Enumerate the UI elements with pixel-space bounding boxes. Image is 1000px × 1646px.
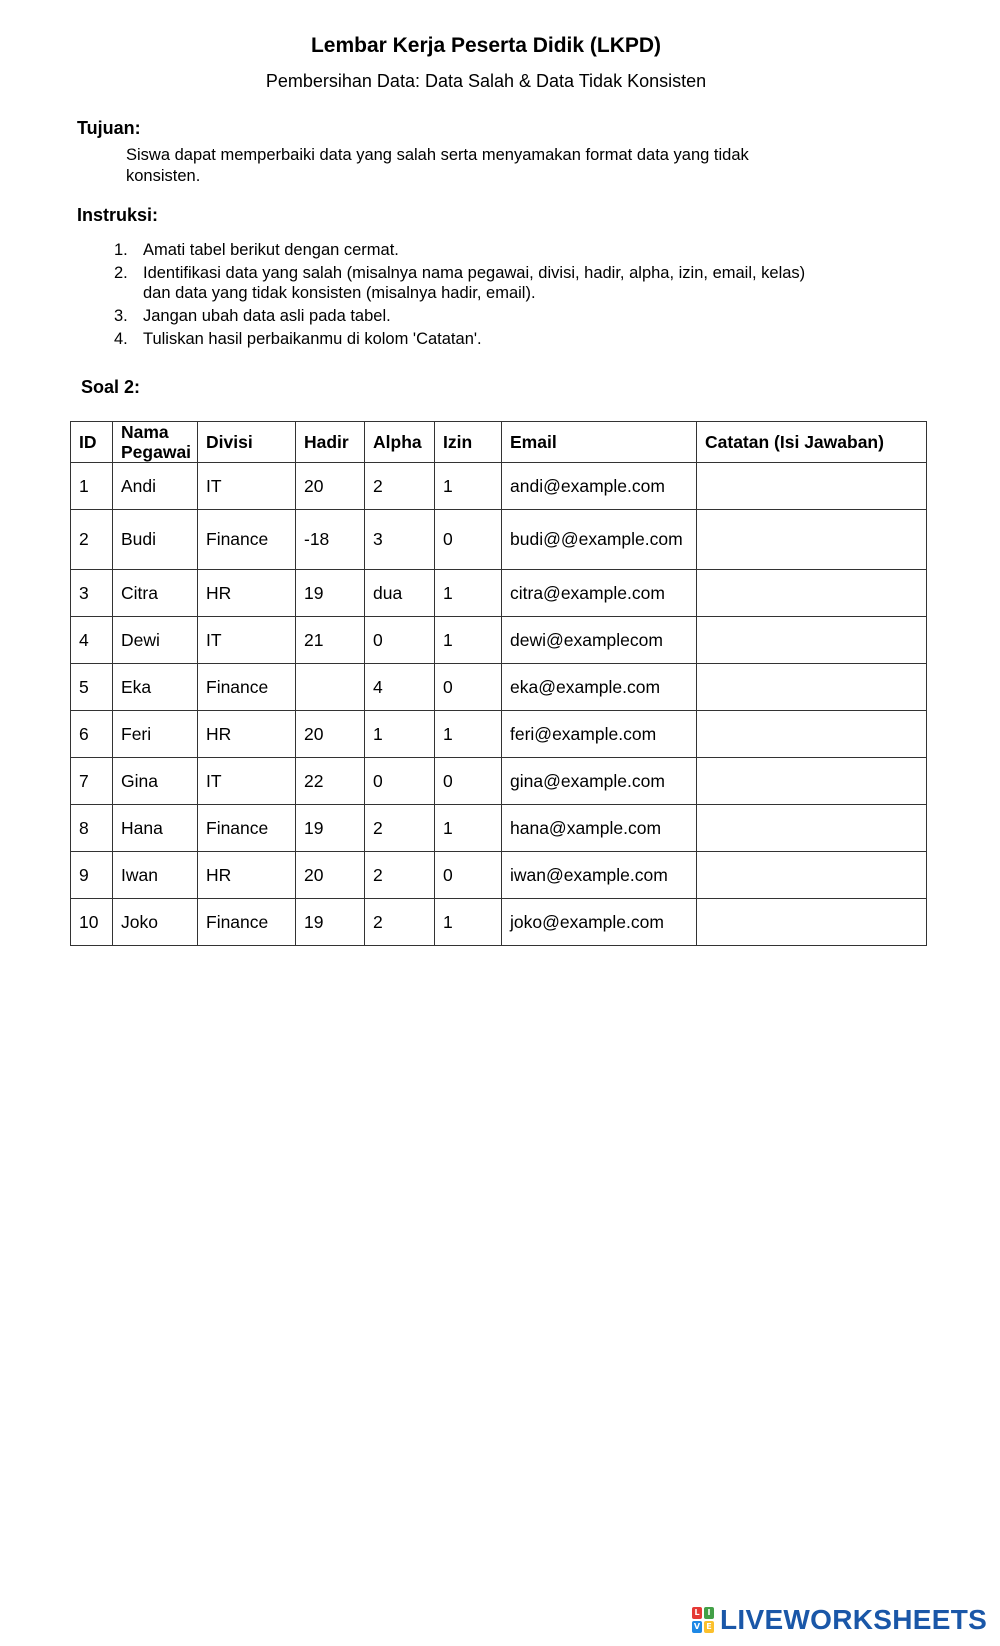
- logo-tile: L: [692, 1607, 702, 1619]
- cell-present: 21: [296, 617, 365, 664]
- cell-division: Finance: [198, 510, 296, 570]
- instruction-item: [110, 329, 830, 349]
- instruction-text: Amati tabel berikut dengan cermat.: [143, 241, 399, 259]
- cell-leave: 1: [435, 463, 502, 510]
- cell-present: 22: [296, 758, 365, 805]
- liveworksheets-logo-icon: [692, 1607, 714, 1633]
- cell-division: IT: [198, 758, 296, 805]
- page-title: Lembar Kerja Peserta Didik (LKPD): [310, 34, 662, 57]
- cell-division: IT: [198, 463, 296, 510]
- cell-leave: 1: [435, 805, 502, 852]
- cell-notes-input[interactable]: [697, 664, 927, 711]
- instruction-item: [110, 263, 830, 303]
- col-header-id: ID: [71, 422, 113, 463]
- cell-email: iwan@example.com: [502, 852, 697, 899]
- cell-id: 9: [71, 852, 113, 899]
- question-heading: Soal 2:: [81, 377, 141, 397]
- instructions-heading: Instruksi:: [77, 205, 159, 225]
- cell-division: Finance: [198, 664, 296, 711]
- cell-email: citra@example.com: [502, 570, 697, 617]
- cell-present: 20: [296, 852, 365, 899]
- data-table: [70, 421, 927, 946]
- cell-notes-input[interactable]: [697, 510, 927, 570]
- instruction-number: 3.: [114, 307, 128, 325]
- cell-name: Joko: [113, 899, 198, 946]
- table-row: [71, 570, 927, 617]
- cell-alpha: 0: [365, 758, 435, 805]
- table-row: [71, 664, 927, 711]
- cell-name: Iwan: [113, 852, 198, 899]
- cell-id: 1: [71, 463, 113, 510]
- cell-name: Budi: [113, 510, 198, 570]
- logo-tile: V: [693, 1622, 701, 1631]
- cell-present: [296, 664, 365, 711]
- cell-alpha: 4: [365, 664, 435, 711]
- instruction-text: Tuliskan hasil perbaikanmu di kolom 'Catatan'.: [143, 330, 482, 348]
- col-header-division: Divisi: [198, 422, 296, 463]
- table-row: [71, 510, 927, 570]
- instruction-number: 2.: [114, 264, 128, 282]
- cell-email: joko@example.com: [502, 899, 697, 946]
- cell-name: Eka: [113, 664, 198, 711]
- col-header-leave: Izin: [435, 422, 502, 463]
- cell-email: budi@@example.com: [502, 510, 697, 570]
- col-header-alpha: Alpha: [365, 422, 435, 463]
- cell-leave: 0: [435, 510, 502, 570]
- cell-notes-input[interactable]: [697, 570, 927, 617]
- cell-present: 20: [296, 463, 365, 510]
- cell-id: 4: [71, 617, 113, 664]
- cell-division: HR: [198, 852, 296, 899]
- instruction-number: 1.: [114, 241, 128, 259]
- instruction-item: [110, 306, 830, 326]
- cell-alpha: 1: [365, 711, 435, 758]
- table-row: [71, 617, 927, 664]
- cell-id: 3: [71, 570, 113, 617]
- cell-name: Andi: [113, 463, 198, 510]
- instruction-text: Identifikasi data yang salah (misalnya nama pegawai, divisi, hadir, alpha, izin, email, kelas) dan data yang tidak konsisten (misalnya hadir, email).: [143, 264, 806, 302]
- table-header-row: [71, 422, 927, 463]
- cell-notes-input[interactable]: [697, 899, 927, 946]
- page-subtitle: Pembersihan Data: Data Salah & Data Tidak Konsisten: [265, 71, 707, 91]
- cell-name: Feri: [113, 711, 198, 758]
- cell-alpha: 2: [365, 805, 435, 852]
- cell-present: 19: [296, 899, 365, 946]
- cell-present: 19: [296, 805, 365, 852]
- goal-text: Siswa dapat memperbaiki data yang salah serta menyamakan format data yang tidak konsisten.: [126, 146, 749, 185]
- table-row: [71, 463, 927, 510]
- cell-notes-input[interactable]: [697, 463, 927, 510]
- cell-notes-input[interactable]: [697, 852, 927, 899]
- table-row: [71, 758, 927, 805]
- table-row: [71, 899, 927, 946]
- cell-leave: 0: [435, 664, 502, 711]
- table-row: [71, 852, 927, 899]
- cell-leave: 0: [435, 758, 502, 805]
- goal-heading: Tujuan:: [77, 118, 141, 138]
- cell-name: Gina: [113, 758, 198, 805]
- col-header-present: Hadir: [296, 422, 365, 463]
- cell-id: 2: [71, 510, 113, 570]
- cell-alpha: 2: [365, 463, 435, 510]
- cell-present: 19: [296, 570, 365, 617]
- instruction-number: 4.: [114, 330, 128, 348]
- cell-email: andi@example.com: [502, 463, 697, 510]
- cell-id: 8: [71, 805, 113, 852]
- cell-leave: 1: [435, 617, 502, 664]
- cell-id: 7: [71, 758, 113, 805]
- cell-leave: 1: [435, 570, 502, 617]
- cell-leave: 1: [435, 899, 502, 946]
- cell-email: hana@xample.com: [502, 805, 697, 852]
- logo-tile: E: [704, 1621, 714, 1633]
- cell-email: gina@example.com: [502, 758, 697, 805]
- cell-id: 5: [71, 664, 113, 711]
- cell-division: HR: [198, 711, 296, 758]
- cell-name: Dewi: [113, 617, 198, 664]
- col-header-email: Email: [502, 422, 697, 463]
- cell-alpha: 2: [365, 852, 435, 899]
- logo-tile: I: [704, 1607, 714, 1619]
- cell-alpha: 0: [365, 617, 435, 664]
- cell-present: -18: [296, 510, 365, 570]
- cell-division: Finance: [198, 899, 296, 946]
- col-header-name: Nama Pegawai: [113, 422, 198, 463]
- table-row: [71, 711, 927, 758]
- cell-id: 6: [71, 711, 113, 758]
- instruction-text: Jangan ubah data asli pada tabel.: [143, 307, 391, 325]
- cell-alpha: 2: [365, 899, 435, 946]
- table-row: [71, 805, 927, 852]
- cell-notes-input[interactable]: [697, 711, 927, 758]
- cell-name: Hana: [113, 805, 198, 852]
- col-header-notes: Catatan (Isi Jawaban): [697, 422, 927, 463]
- instruction-item: [110, 240, 830, 260]
- cell-leave: 1: [435, 711, 502, 758]
- cell-email: dewi@examplecom: [502, 617, 697, 664]
- cell-email: feri@example.com: [502, 711, 697, 758]
- cell-notes-input[interactable]: [697, 805, 927, 852]
- cell-division: HR: [198, 570, 296, 617]
- cell-notes-input[interactable]: [697, 758, 927, 805]
- cell-alpha: 3: [365, 510, 435, 570]
- liveworksheets-brand: [692, 1604, 987, 1636]
- instructions-list: [110, 240, 830, 352]
- cell-present: 20: [296, 711, 365, 758]
- cell-notes-input[interactable]: [697, 617, 927, 664]
- brand-name: LIVEWORKSHEETS: [720, 1604, 988, 1635]
- cell-id: 10: [71, 899, 113, 946]
- cell-division: Finance: [198, 805, 296, 852]
- cell-alpha: dua: [365, 570, 435, 617]
- cell-division: IT: [198, 617, 296, 664]
- cell-leave: 0: [435, 852, 502, 899]
- cell-name: Citra: [113, 570, 198, 617]
- cell-email: eka@example.com: [502, 664, 697, 711]
